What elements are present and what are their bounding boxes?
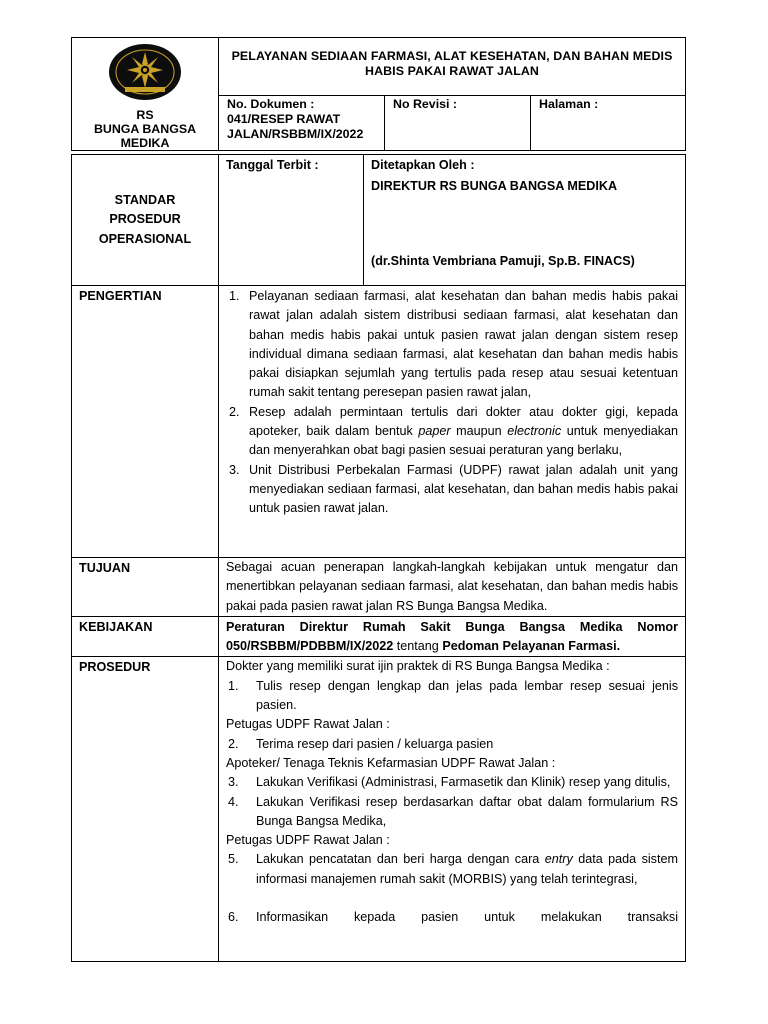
prosedur-step-2: 2. Terima resep dari pasien / keluarga pasien [228, 736, 494, 751]
no-dokumen-label: No. Dokumen : [227, 96, 315, 111]
prosedur-label: PROSEDUR [72, 657, 219, 962]
sop-label-line1: STANDAR [114, 192, 176, 207]
kebijakan-label: KEBIJAKAN [72, 616, 219, 657]
ditetapkan-label: Ditetapkan Oleh : [371, 158, 475, 172]
prosedur-step-6: 6. Informasikan kepada pasien untuk melakukan transaksi [228, 910, 678, 925]
prosedur-intro-dokter: Dokter yang memiliki surat ijin praktek di RS Bunga Bangsa Medika : [226, 659, 610, 674]
sop-label-line3: OPERASIONAL [98, 231, 192, 246]
prosedur-step-4: 4. Lakukan Verifikasi resep berdasarkan daftar obat dalam formularium RS Bunga Bangsa Medika, [228, 794, 678, 828]
tujuan-label: TUJUAN [72, 558, 219, 617]
signatory-name: (dr.Shinta Vembriana Pamuji, Sp.B. FINACS) [371, 254, 635, 268]
prosedur-content [219, 657, 686, 962]
pengertian-item-1: 1. Pelayanan sediaan farmasi, alat kesehatan dan bahan medis habis pakai rawat jalan adalah sistem distribusi sediaan farmasi, alat kesehatan dan bahan medis habis pakai untuk pasien rawat jalan dengan sistem resep individual dimana sediaan farmasi, alat kesehatan dan bahan medis habis pakai disiapkan sejumlah yang tertulis pada resep atau sesuai ketentuan rumah sakit tentang peresepan pasien rawat jalan, [229, 289, 678, 400]
hospital-name-line2: BUNGA BANGSA [93, 122, 197, 136]
no-dokumen-cell [219, 95, 385, 150]
sop-content-table [71, 154, 686, 962]
prosedur-step-3: 3. Lakukan Verifikasi (Administrasi, Farmasetik dan Klinik) resep yang ditulis, [228, 775, 671, 790]
pengertian-content [219, 286, 686, 558]
prosedur-intro-apoteker: Apoteker/ Tenaga Teknis Kefarmasian UDPF Rawat Jalan : [226, 755, 556, 770]
pengertian-label: PENGERTIAN [72, 286, 219, 558]
ditetapkan-value: DIREKTUR RS BUNGA BANGSA MEDIKA [371, 178, 618, 193]
pengertian-item-3: 3. Unit Distribusi Perbekalan Farmasi (UDPF) rawat jalan adalah unit yang menyediakan sediaan farmasi, alat kesehatan, dan bahan medis habis pakai untuk pasien rawat jalan. [229, 462, 678, 516]
no-revisi-cell [385, 95, 531, 150]
no-dokumen-value: 041/RESEP RAWAT JALAN/RSBBM/IX/2022 [227, 111, 364, 141]
tanggal-terbit-cell [219, 155, 364, 286]
prosedur-step-5: 5. Lakukan pencatatan dan beri harga dengan cara entry data pada sistem informasi manajemen rumah sakit (MORBIS) yang telah terintegrasi, [228, 852, 678, 886]
prosedur-step-1: 1. Tulis resep dengan lengkap dan jelas pada lembar resep sesuai jenis pasien. [228, 678, 678, 713]
no-revisi-label: No Revisi : [393, 96, 458, 111]
tanggal-terbit-label: Tanggal Terbit : [226, 158, 319, 172]
kebijakan-content: Peraturan Direktur Rumah Sakit Bunga Bangsa Medika Nomor 050/RSBBM/PDBBM/IX/2022 tentang Pedoman Pelayanan Farmasi. [219, 616, 686, 657]
prosedur-intro-petugas: Petugas UDPF Rawat Jalan : [226, 717, 390, 732]
hospital-name-line3: MEDIKA [120, 136, 170, 150]
prosedur-intro-petugas-2: Petugas UDPF Rawat Jalan : [226, 833, 390, 848]
ditetapkan-cell [364, 155, 686, 286]
pengertian-item-2: 2. Resep adalah permintaan tertulis dari dokter atau dokter gigi, kepada apoteker, baik dalam bentuk paper maupun electronic untuk menyediakan dan menyerahkan obat bagi pasien sesuai peraturan yang berlaku, [229, 404, 679, 458]
halaman-cell [531, 95, 686, 150]
halaman-label: Halaman : [539, 96, 599, 111]
hospital-logo-icon [107, 43, 183, 101]
document-header-table [71, 37, 686, 151]
hospital-name-line1: RS [136, 108, 154, 122]
sop-label-cell [72, 155, 219, 286]
tujuan-content: Sebagai acuan penerapan langkah-langkah kebijakan untuk mengatur dan menertibkan pelayanan sediaan farmasi, alat kesehatan, dan bahan medis habis pakai pada pasien rawat jalan RS Bunga Bangsa Medika. [219, 558, 686, 617]
logo-cell [72, 38, 219, 151]
document-title: PELAYANAN SEDIAAN FARMASI, ALAT KESEHATAN, DAN BAHAN MEDIS HABIS PAKAI RAWAT JALAN [219, 38, 686, 96]
sop-label-line2: PROSEDUR [109, 212, 181, 227]
